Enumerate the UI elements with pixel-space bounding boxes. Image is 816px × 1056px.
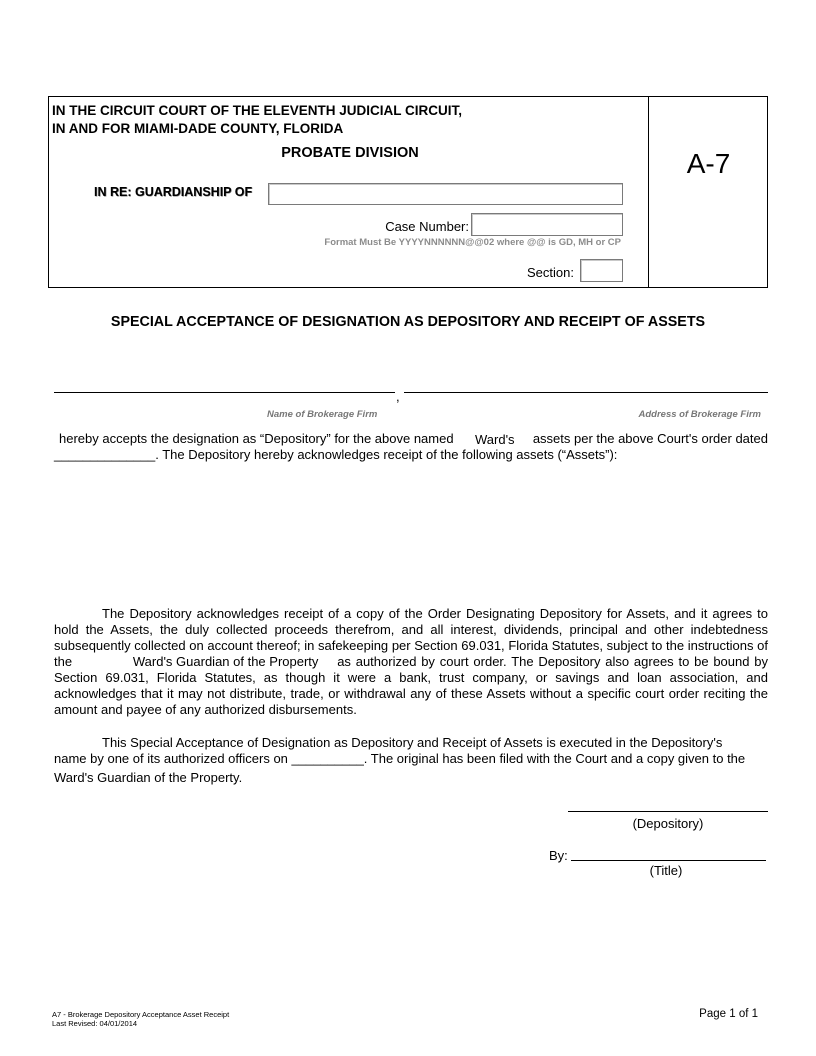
acceptance-text-1: hereby accepts the designation as “Depository” for the above named	[59, 431, 454, 446]
page-number: Page 1 of 1	[699, 1008, 758, 1020]
division-title: PROBATE DIVISION	[281, 145, 419, 161]
document-title: SPECIAL ACCEPTANCE OF DESIGNATION AS DEPOSITORY AND RECEIPT OF ASSETS	[110, 314, 706, 330]
guardian-field[interactable]: Ward's Guardian of the Property	[132, 654, 319, 669]
guardian-field-2[interactable]: Ward's Guardian of the Property.	[54, 770, 243, 785]
depository-signature-line[interactable]	[568, 811, 768, 812]
brokerage-address-line[interactable]	[404, 392, 768, 393]
case-number-label: Case Number:	[385, 219, 469, 234]
terms-text-after: as authorized by court order. The Depository also agrees to be bound by Section 69.031, Florida Statutes, as though it were a bank, trust company, or savings and loan association, and acknowledges that it may not distribute, trade, or withdrawal any of these Assets without a specific court order reciting the amount and payee of any authorized disbursements.	[54, 654, 768, 717]
officer-signature-line[interactable]	[571, 860, 766, 861]
case-number-field[interactable]	[471, 213, 623, 236]
by-label: By:	[549, 848, 568, 863]
depository-label: (Depository)	[632, 816, 704, 831]
caption-box-divider	[648, 96, 649, 288]
execution-text-1: This Special Acceptance of Designation as Depository and Receipt of Assets is executed in the Depository's	[102, 735, 723, 750]
brokerage-comma: ,	[396, 389, 400, 404]
acceptance-text-2: assets per the above Court's order dated	[532, 431, 768, 446]
section-label: Section:	[527, 265, 574, 280]
brokerage-address-caption: Address of Brokerage Firm	[638, 409, 761, 420]
guardianship-field[interactable]	[268, 183, 623, 205]
assets-list-area[interactable]	[54, 470, 768, 598]
section-field[interactable]	[580, 259, 623, 282]
brokerage-name-line[interactable]	[54, 392, 395, 393]
footer-last-revised: Last Revised: 04/01/2014	[52, 1019, 138, 1028]
brokerage-name-caption: Name of Brokerage Firm	[267, 409, 378, 420]
court-name-line-2: IN AND FOR MIAMI-DADE COUNTY, FLORIDA	[52, 121, 344, 136]
form-id: A-7	[686, 148, 731, 179]
footer-form-name: A7 - Brokerage Depository Acceptance Asset Receipt	[52, 1010, 230, 1019]
execution-text-2: name by one of its authorized officers on __________. The original has been filed with the Court and a copy given to the	[54, 751, 746, 766]
title-label: (Title)	[649, 863, 683, 878]
court-name-line-1: IN THE CIRCUIT COURT OF THE ELEVENTH JUDICIAL CIRCUIT,	[52, 103, 463, 118]
case-number-format-hint: Format Must Be YYYYNNNNNN@@02 where @@ is GD, MH or CP	[324, 237, 621, 248]
acceptance-text-3: ______________. The Depository hereby acknowledges receipt of the following assets (“Assets”):	[54, 447, 618, 462]
depository-terms-paragraph	[54, 606, 768, 718]
ward-field[interactable]: Ward's	[475, 432, 515, 447]
in-re-label: IN RE: GUARDIANSHIP OF	[94, 185, 253, 199]
terms-text-before: The Depository acknowledges receipt of a copy of the Order Designating Depository for Assets, and it agrees to hold the Assets, the duly collected proceeds therefrom, and all interest, dividends, principal and other indebtedness subsequently collected on account thereof; in safekeeping per Section 69.031, Florida Statutes, subject to the instructions of the	[54, 606, 768, 669]
